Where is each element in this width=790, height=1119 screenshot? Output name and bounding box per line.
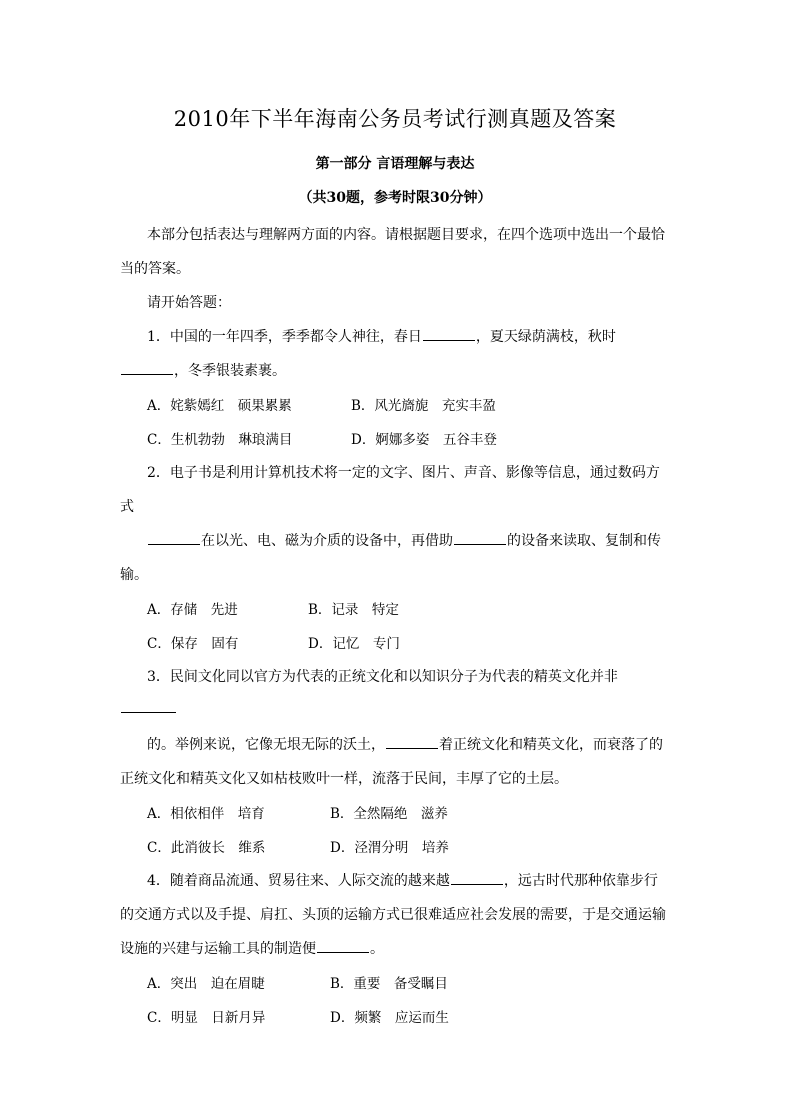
- question-4-option-a: A．突出 迫在眉睫: [147, 976, 265, 992]
- question-3-option-a: A．相依相伴 培育: [147, 806, 265, 822]
- question-3-line3: [147, 734, 663, 754]
- answer-blank: [451, 872, 503, 885]
- question-4-option-b: B．重要 备受瞩目: [330, 976, 448, 992]
- question-1-option-a: A．姹紫嫣红 硕果累累: [147, 398, 292, 414]
- question-1-text-b: ，夏天绿荫满枝，秋时: [475, 329, 616, 345]
- answer-blank: [148, 532, 200, 545]
- question-2-line4: 输。: [120, 567, 148, 583]
- answer-blank: [423, 328, 475, 341]
- question-3-option-b: B．全然隔绝 滋养: [330, 806, 448, 822]
- start-instruction: 请开始答题：: [147, 295, 231, 311]
- question-1-text-c: ，冬季银装素裹。: [174, 363, 286, 379]
- question-3-line2: [120, 700, 177, 717]
- answer-blank: [386, 736, 438, 749]
- question-1-option-d: D．婀娜多姿 五谷丰登: [351, 432, 497, 448]
- question-4-text-a: 4．随着商品流通、贸易往来、人际交流的越来越: [147, 873, 450, 889]
- question-4-line1: [147, 870, 658, 890]
- question-2-text-d: 的设备来读取、复制和传: [507, 533, 661, 549]
- question-2-option-c: C．保存 固有: [147, 636, 239, 652]
- question-3-line4: 正统文化和精英文化又如枯枝败叶一样，流落于民间，丰厚了它的土层。: [120, 771, 568, 787]
- question-3-text-c: 着正统文化和精英文化，而衰落了的: [439, 737, 663, 753]
- intro-paragraph-line2: 当的答案。: [120, 261, 190, 277]
- document-title: 2010年下半年海南公务员考试行测真题及答案: [173, 107, 617, 131]
- part-note: （共30题，参考时限30分钟）: [298, 190, 492, 206]
- question-4-option-d: D．频繁 应运而生: [330, 1010, 449, 1026]
- answer-blank: [317, 940, 369, 953]
- question-4-text-d: 设施的兴建与运输工具的制造便: [120, 941, 316, 957]
- question-4-option-c: C．明显 日新月异: [147, 1010, 266, 1026]
- answer-blank: [454, 532, 506, 545]
- question-4-line3: [120, 938, 384, 958]
- question-2-line3: [147, 530, 661, 550]
- question-2-option-d: D．记忆 专门: [308, 636, 400, 652]
- question-1-line2: [120, 360, 286, 380]
- question-3-text-b: 的。举例来说，它像无垠无际的沃土，: [147, 737, 385, 753]
- answer-blank: [121, 700, 176, 713]
- question-3-line1: 3．民间文化同以官方为代表的正统文化和以知识分子为代表的精英文化并非: [147, 669, 618, 685]
- question-2-option-b: B．记录 特定: [308, 602, 399, 618]
- intro-paragraph-line1: 本部分包括表达与理解两方面的内容。请根据题目要求，在四个选项中选出一个最恰: [147, 227, 665, 243]
- question-1-option-c: C．生机勃勃 琳琅满目: [147, 432, 293, 448]
- part-title: 第一部分 言语理解与表达: [315, 156, 475, 172]
- question-1-option-b: B．风光旖旎 充实丰盈: [351, 398, 496, 414]
- question-4-line2: 的交通方式以及手提、肩扛、头顶的运输方式已很难适应社会发展的需要，于是交通运输: [120, 907, 666, 923]
- question-4-text-b: ，远古时代那种依靠步行: [503, 873, 658, 889]
- question-4-text-e: 。: [370, 941, 384, 957]
- question-3-option-c: C．此消彼长 维系: [147, 840, 266, 856]
- question-1-line1: [147, 326, 616, 346]
- question-3-option-d: D．泾渭分明 培养: [330, 840, 449, 856]
- question-2-text-c: 在以光、电、磁为介质的设备中，再借助: [201, 533, 453, 549]
- question-2-line1: 2．电子书是利用计算机技术将一定的文字、图片、声音、影像等信息，通过数码方: [147, 465, 660, 481]
- question-2-line2: 式: [120, 499, 134, 515]
- question-2-option-a: A．存储 先进: [147, 602, 238, 618]
- question-1-text-a: 1．中国的一年四季，季季都令人神往，春日: [147, 329, 422, 345]
- answer-blank: [121, 362, 173, 375]
